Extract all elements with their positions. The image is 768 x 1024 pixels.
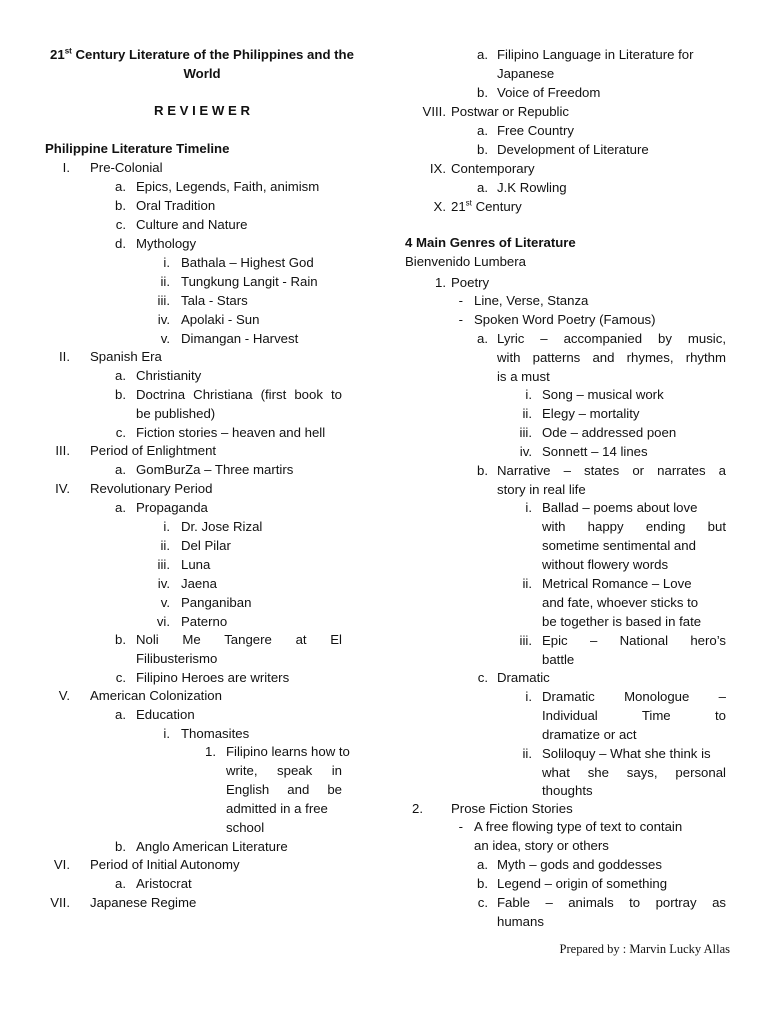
timeline-item-marker: d. — [115, 236, 126, 251]
timeline-item-marker: VI. — [53, 857, 70, 872]
genres-item-text: be together is based in fate — [542, 614, 702, 629]
genres-item-marker: b. — [477, 876, 488, 891]
doc-title-line2: World — [183, 66, 221, 81]
timeline-item-text: Period of Initial Autonomy — [90, 857, 240, 872]
timeline-item-text: Tungkung Langit - Rain — [181, 274, 318, 289]
timeline-item-marker: v. — [160, 595, 170, 610]
genres-item-marker: a. — [477, 123, 488, 138]
doc-title-superscript: st — [64, 46, 72, 56]
timeline-item-text: write, speak in — [226, 763, 342, 778]
timeline-item-text: Propaganda — [136, 500, 208, 515]
timeline-item-text: Luna — [181, 557, 211, 572]
timeline-item-text: Oral Tradition — [136, 198, 216, 213]
timeline-item-marker: III. — [55, 443, 70, 458]
genres-item-marker: c. — [477, 670, 488, 685]
timeline-item-marker: I. — [62, 160, 70, 175]
timeline-item-marker: II. — [59, 349, 70, 364]
genres-item-marker: b. — [477, 85, 488, 100]
timeline-item-text: Culture and Nature — [136, 217, 248, 232]
genres-item-text: Free Country — [497, 123, 574, 138]
timeline-item-text: Noli Me Tangere at El — [136, 632, 342, 647]
timeline-item-marker: v. — [160, 331, 170, 346]
timeline-item-marker: a. — [115, 368, 126, 383]
timeline-item-text: Revolutionary Period — [90, 481, 213, 496]
timeline-item-marker: V. — [58, 688, 70, 703]
genres-item-text: Metrical Romance – Love — [542, 576, 692, 591]
timeline-item-text: Filipino Heroes are writers — [136, 670, 290, 685]
genres-item-marker: a. — [477, 180, 488, 195]
timeline-item-text: Bathala – Highest God — [181, 255, 314, 270]
timeline-item-marker: ii. — [160, 538, 170, 553]
genres-item-marker: i. — [525, 500, 532, 515]
genres-item-marker: 1. — [435, 275, 446, 290]
genres-item-marker: - — [458, 312, 463, 327]
genres-item-text: sometime sentimental and — [542, 538, 696, 553]
timeline-item-marker: iv. — [157, 312, 170, 327]
reviewer-heading: R E V I E W E R — [154, 103, 250, 118]
genres-item-text: Japanese — [497, 66, 555, 81]
genres-item-text: Contemporary — [451, 161, 535, 176]
timeline-item-text: Aristocrat — [136, 876, 192, 891]
timeline-item-marker: c. — [115, 670, 126, 685]
genres-item-marker: ii. — [522, 406, 532, 421]
timeline-item-marker: 1. — [205, 744, 216, 759]
timeline-item-text: Dimangan - Harvest — [181, 331, 299, 346]
genres-item-text: Poetry — [451, 275, 490, 290]
genres-item-text: Legend – origin of something — [497, 876, 668, 891]
timeline-item-marker: i. — [163, 519, 170, 534]
genres-item-text: Epic – National hero’s — [542, 633, 726, 648]
genres-item-marker: iii. — [519, 425, 532, 440]
genres-item-text: Spoken Word Poetry (Famous) — [474, 312, 656, 327]
doc-title-number: 21 — [50, 47, 65, 62]
genres-item-marker: ii. — [522, 746, 532, 761]
timeline-item-text: school — [226, 820, 265, 835]
genres-item-marker: a. — [477, 857, 488, 872]
genres-item-text: J.K Rowling — [497, 180, 567, 195]
timeline-item-marker: ii. — [160, 274, 170, 289]
timeline-item-text: Fiction stories – heaven and hell — [136, 425, 326, 440]
timeline-item-marker: b. — [115, 632, 126, 647]
genres-item-text: Postwar or Republic — [451, 104, 570, 119]
timeline-item-marker: IV. — [55, 481, 70, 496]
timeline-item-text: Spanish Era — [90, 349, 162, 364]
timeline-item-marker: a. — [115, 500, 126, 515]
genres-item-text: Soliloquy – What she think is — [542, 746, 711, 761]
timeline-item-text: Apolaki - Sun — [181, 312, 260, 327]
timeline-item-marker: a. — [115, 876, 126, 891]
genres-item-text: Elegy – mortality — [542, 406, 640, 421]
genres-item-text: A free flowing type of text to contain — [474, 819, 683, 834]
genres-item-text: with patterns and rhymes, rhythm — [497, 350, 726, 365]
timeline-item-text: Epics, Legends, Faith, animism — [136, 179, 320, 194]
timeline-item-text: American Colonization — [90, 688, 222, 703]
genres-item-marker: i. — [525, 689, 532, 704]
genres-item-marker: b. — [477, 142, 488, 157]
genres-item-text: Ballad – poems about love — [542, 500, 698, 515]
genres-item-marker: IX. — [429, 161, 446, 176]
genres-item-marker: c. — [477, 895, 488, 910]
genres-item-text: Narrative – states or narrates a — [497, 463, 726, 478]
genres-item-text: Development of Literature — [497, 142, 649, 157]
genres-item-text: Voice of Freedom — [497, 85, 601, 100]
genres-item-text: Fable – animals to portray as — [497, 895, 726, 910]
genres-item-text: Line, Verse, Stanza — [474, 293, 589, 308]
timeline-item-marker: c. — [115, 217, 126, 232]
genres-item-marker: ii. — [522, 576, 532, 591]
genres-item-marker: i. — [525, 387, 532, 402]
timeline-item-text: Thomasites — [181, 726, 250, 741]
timeline-item-text: Tala - Stars — [181, 293, 248, 308]
genres-item-text: Lyric – accompanied by music, — [497, 331, 726, 346]
genres-item-marker: a. — [477, 331, 488, 346]
genres-item-text: Myth – gods and goddesses — [497, 857, 662, 872]
genres-item-text: Song – musical work — [542, 387, 664, 402]
genres-item-marker: X. — [433, 199, 446, 214]
genres-item-text: Dramatic — [497, 670, 550, 685]
genres-item-text: thoughts — [542, 783, 593, 798]
timeline-item-marker: iii. — [157, 557, 170, 572]
genres-item-text: Ode – addressed poen — [542, 425, 677, 440]
timeline-item-marker: iii. — [157, 293, 170, 308]
timeline-item-text: GomBurZa – Three martirs — [136, 462, 294, 477]
genres-item-text: is a must — [497, 369, 550, 384]
timeline-item-marker: i. — [163, 255, 170, 270]
timeline-item-text: Mythology — [136, 236, 197, 251]
genres-item-text: humans — [497, 914, 544, 929]
timeline-item-text: Jaena — [181, 576, 217, 591]
timeline-item-marker: VII. — [50, 895, 70, 910]
genres-item-text: Dramatic Monologue – — [542, 689, 726, 704]
genres-item-marker: VIII. — [422, 104, 446, 119]
genres-item-text: battle — [542, 652, 575, 667]
genres-item-marker: a. — [477, 47, 488, 62]
timeline-item-text: Period of Enlightment — [90, 443, 217, 458]
timeline-item-text: Anglo American Literature — [136, 839, 288, 854]
genres-item-text: Filipino Language in Literature for — [497, 47, 694, 62]
genres-item-marker: iii. — [519, 633, 532, 648]
timeline-item-text: Pre-Colonial — [90, 160, 163, 175]
timeline-item-text: Japanese Regime — [90, 895, 197, 910]
genres-author: Bienvenido Lumbera — [405, 254, 526, 269]
genres-item-marker: - — [458, 819, 463, 834]
timeline-item-text: admitted in a free — [226, 801, 328, 816]
genres-item-marker: iv. — [519, 444, 532, 459]
timeline-item-text: be published) — [136, 406, 216, 421]
genres-item-text: story in real life — [497, 482, 586, 497]
genres-item-text: with happy ending but — [542, 519, 726, 534]
timeline-item-marker: c. — [115, 425, 126, 440]
genres-item-text: Individual Time to — [542, 708, 726, 723]
doc-title-rest: Century Literature of the Philippines and the — [71, 47, 354, 62]
timeline-item-text: Panganiban — [181, 595, 252, 610]
timeline-item-text: English and be — [226, 782, 342, 797]
genres-item-text: without flowery words — [542, 557, 669, 572]
timeline-item-marker: b. — [115, 198, 126, 213]
genres-item-text: Prose Fiction Stories — [451, 801, 573, 816]
footer-credit: Prepared by : Marvin Lucky Allas — [559, 942, 730, 956]
genres-item-text: an idea, story or others — [474, 838, 609, 853]
genres-item-text: and fate, whoever sticks to — [542, 595, 699, 610]
genres-item-text: Sonnett – 14 lines — [542, 444, 648, 459]
timeline-item-marker: iv. — [157, 576, 170, 591]
genres-item-text: dramatize or act — [542, 727, 637, 742]
timeline-item-text: Dr. Jose Rizal — [181, 519, 263, 534]
timeline-item-text: Filipino learns how to — [226, 744, 350, 759]
timeline-item-marker: b. — [115, 839, 126, 854]
genres-item-marker: 2. — [412, 801, 423, 816]
timeline-heading: Philippine Literature Timeline — [45, 141, 230, 156]
genres-item-text: 21st Century — [451, 198, 522, 214]
timeline-item-marker: i. — [163, 726, 170, 741]
timeline-item-text: Christianity — [136, 368, 202, 383]
timeline-item-text: Education — [136, 707, 195, 722]
timeline-item-marker: a. — [115, 462, 126, 477]
timeline-item-text: Filibusterismo — [136, 651, 218, 666]
genres-item-marker: b. — [477, 463, 488, 478]
genres-item-marker: - — [458, 293, 463, 308]
timeline-item-marker: a. — [115, 707, 126, 722]
timeline-item-marker: vi. — [156, 614, 170, 629]
genres-item-text: what she says, personal — [542, 765, 726, 780]
timeline-item-marker: a. — [115, 179, 126, 194]
doc-title — [30, 46, 374, 64]
timeline-item-text: Paterno — [181, 614, 228, 629]
timeline-item-marker: b. — [115, 387, 126, 402]
timeline-item-text: Del Pilar — [181, 538, 231, 553]
genres-heading: 4 Main Genres of Literature — [405, 235, 576, 250]
timeline-item-text: Doctrina Christiana (first book to — [136, 387, 342, 402]
